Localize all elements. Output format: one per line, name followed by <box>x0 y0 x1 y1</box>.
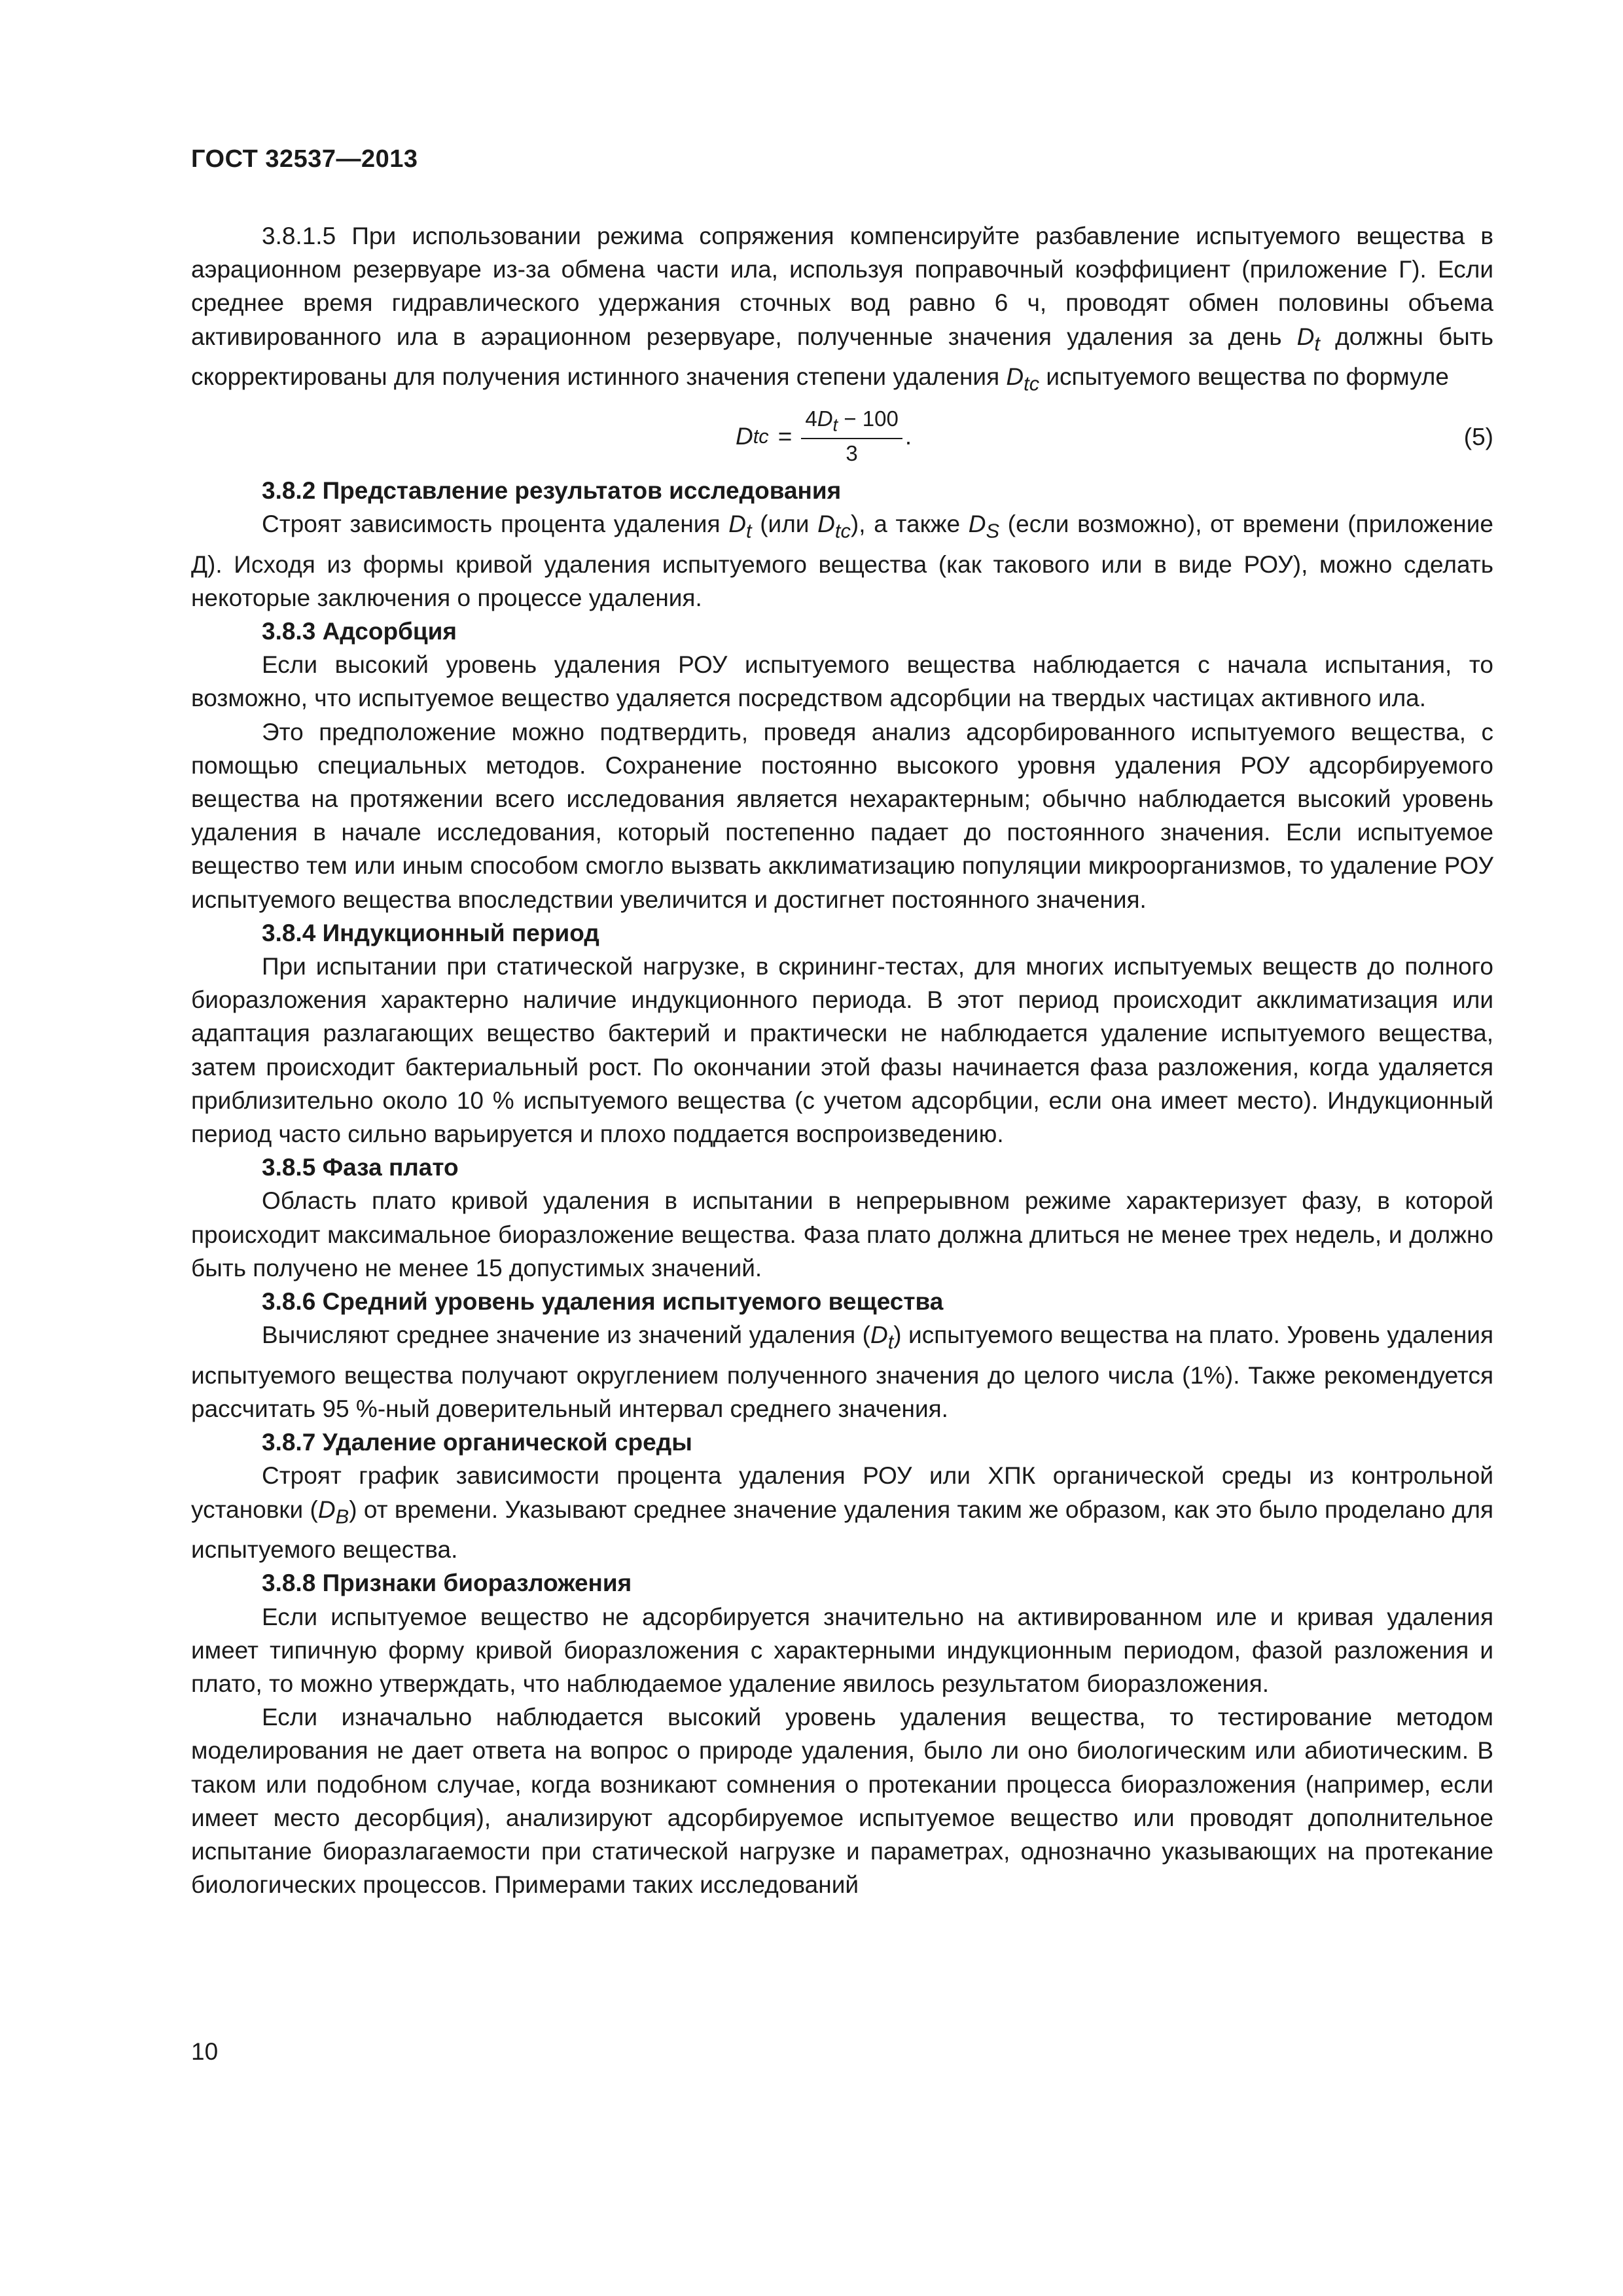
formula-denominator: 3 <box>846 441 858 466</box>
page-number: 10 <box>191 2038 219 2065</box>
heading-3-8-7: 3.8.7 Удаление органической среды <box>262 1429 692 1456</box>
document-header: ГОСТ 32537—2013 <box>191 145 418 173</box>
paragraph-3-8-3-a: Если высокий уровень удаления РОУ испытуемого вещества наблюдается с начала испытания, то возможно, что испытуемое вещество удаляется посредством адсорбции на твердых частицах активного ила. <box>191 651 1493 712</box>
formula-fraction <box>801 406 902 467</box>
document-body <box>191 219 1493 1902</box>
formula-expression: D tc = $\frac{4D_t - 100}{3}$ . <box>736 406 912 466</box>
paragraph-3-8-3-b: Это предположение можно подтвердить, проведя анализ адсорбированного испытуемого вещества, с помощью специальных методов. Сохранение постоянно высокого уровня удаления РОУ адсорбируемого вещества на протяжении всего исследования является нехарактерным; обычно наблюдается высокий уровень удаления в начале исследования, который постепенно падает до постоянного значения. Если испытуемое вещество тем или иным способом смогло вызвать акклиматизацию популяции микроорганизмов, то удаление РОУ испытуемого вещества впоследствии увеличится и достигнет постоянного значения. <box>191 718 1493 913</box>
heading-3-8-8: 3.8.8 Признаки биоразложения <box>262 1570 632 1597</box>
heading-3-8-3: 3.8.3 Адсорбция <box>262 618 457 645</box>
paragraph-3-8-8-b: Если изначально наблюдается высокий уровень удаления вещества, то тестирование методом моделирования не дает ответа на вопрос о природе удаления, было ли оно биологическим или абиотическим. В таком или подобном случае, когда возникают сомнения о протекании процесса биоразложения (например, если имеет место десорбция), анализируют адсорбируемое испытуемое вещество или проводят дополнительное испытание биоразлагаемости при статической нагрузке и параметрах, однозначно указывающих на протекание биологических процессов. Примерами таких исследований <box>191 1704 1493 1899</box>
paragraph-3-8-4: При испытании при статической нагрузке, в скрининг-тестах, для многих испытуемых веществ до полного биоразложения характерно наличие индукционного периода. В этот период происходит акклиматизация или адаптация разлагающих вещество бактерий и практически не наблюдается удаление испытуемого вещества, затем происходит бактериальный рост. По окончании этой фазы начинается фаза разложения, когда удаляется приблизительно около 10 % испытуемого вещества (с учетом адсорбции, если она имеет место). Индукционный период часто сильно варьируется и плохо поддается воспроизведению. <box>191 953 1493 1148</box>
heading-3-8-6: 3.8.6 Средний уровень удаления испытуемого вещества <box>262 1288 944 1316</box>
heading-3-8-4: 3.8.4 Индукционный период <box>262 919 599 946</box>
heading-3-8-2: 3.8.2 Представление результатов исследования <box>262 476 842 504</box>
formula-numerator: $4D_t - 100$ <box>801 406 902 440</box>
paragraph-3-8-1-5: 3.8.1.5 При использовании режима сопряжения компенсируйте разбавление испытуемого вещества в аэрационном резервуаре из-за обмена части ила, используя поправочный коэффициент (приложение Г). Если среднее время гидравлического удержания сточных вод равно 6 ч, проводят обмен половины объема активированного ила в аэрационном резервуаре, полученные значения удаления за день $D_t$ должны быть скорректированы для получения истинного значения степени удаления $D_{tc}$ испытуемого вещества по формуле <box>191 223 1493 395</box>
paragraph-3-8-5: Область плато кривой удаления в испытании в непрерывном режиме характеризует фазу, в которой происходит максимальное биоразложение вещества. Фаза плато должна длиться не менее трех недель, и должно быть получено не менее 15 допустимых значений. <box>191 1187 1493 1282</box>
paragraph-3-8-2: Строят зависимость процента удаления $D_t$ (или $D_{tc}$), а также $D_S$ (если возможно), от времени (приложение Д). Исходя из формы кривой удаления испытуемого вещества (как такового или в виде РОУ), можно сделать некоторые заключения о процессе удаления. <box>191 511 1493 611</box>
formula-5 <box>191 402 1493 470</box>
paragraph-3-8-7: Строят график зависимости процента удаления РОУ или ХПК органической среды из контрольной установки $(D_B)$ от времени. Указывают среднее значение удаления таким же образом, как это было проделано для испытуемого вещества. <box>191 1462 1493 1564</box>
paragraph-3-8-6: Вычисляют среднее значение из значений удаления $(D_t)$ испытуемого вещества на плато. Уровень удаления испытуемого вещества получают округлением полученного значения до целого числа (1%). Также рекомендуется рассчитать 95 %-ный доверительный интервал среднего значения. <box>191 1321 1493 1423</box>
heading-3-8-5: 3.8.5 Фаза плато <box>262 1154 459 1181</box>
paragraph-3-8-8-a: Если испытуемое вещество не адсорбируется значительно на активированном иле и кривая удаления имеет типичную форму кривой биоразложения с характерными индукционным периодом, фазой разложения и плато, то можно утверждать, что наблюдаемое удаление явилось результатом биоразложения. <box>191 1603 1493 1698</box>
formula-number: (5) <box>1463 423 1493 450</box>
